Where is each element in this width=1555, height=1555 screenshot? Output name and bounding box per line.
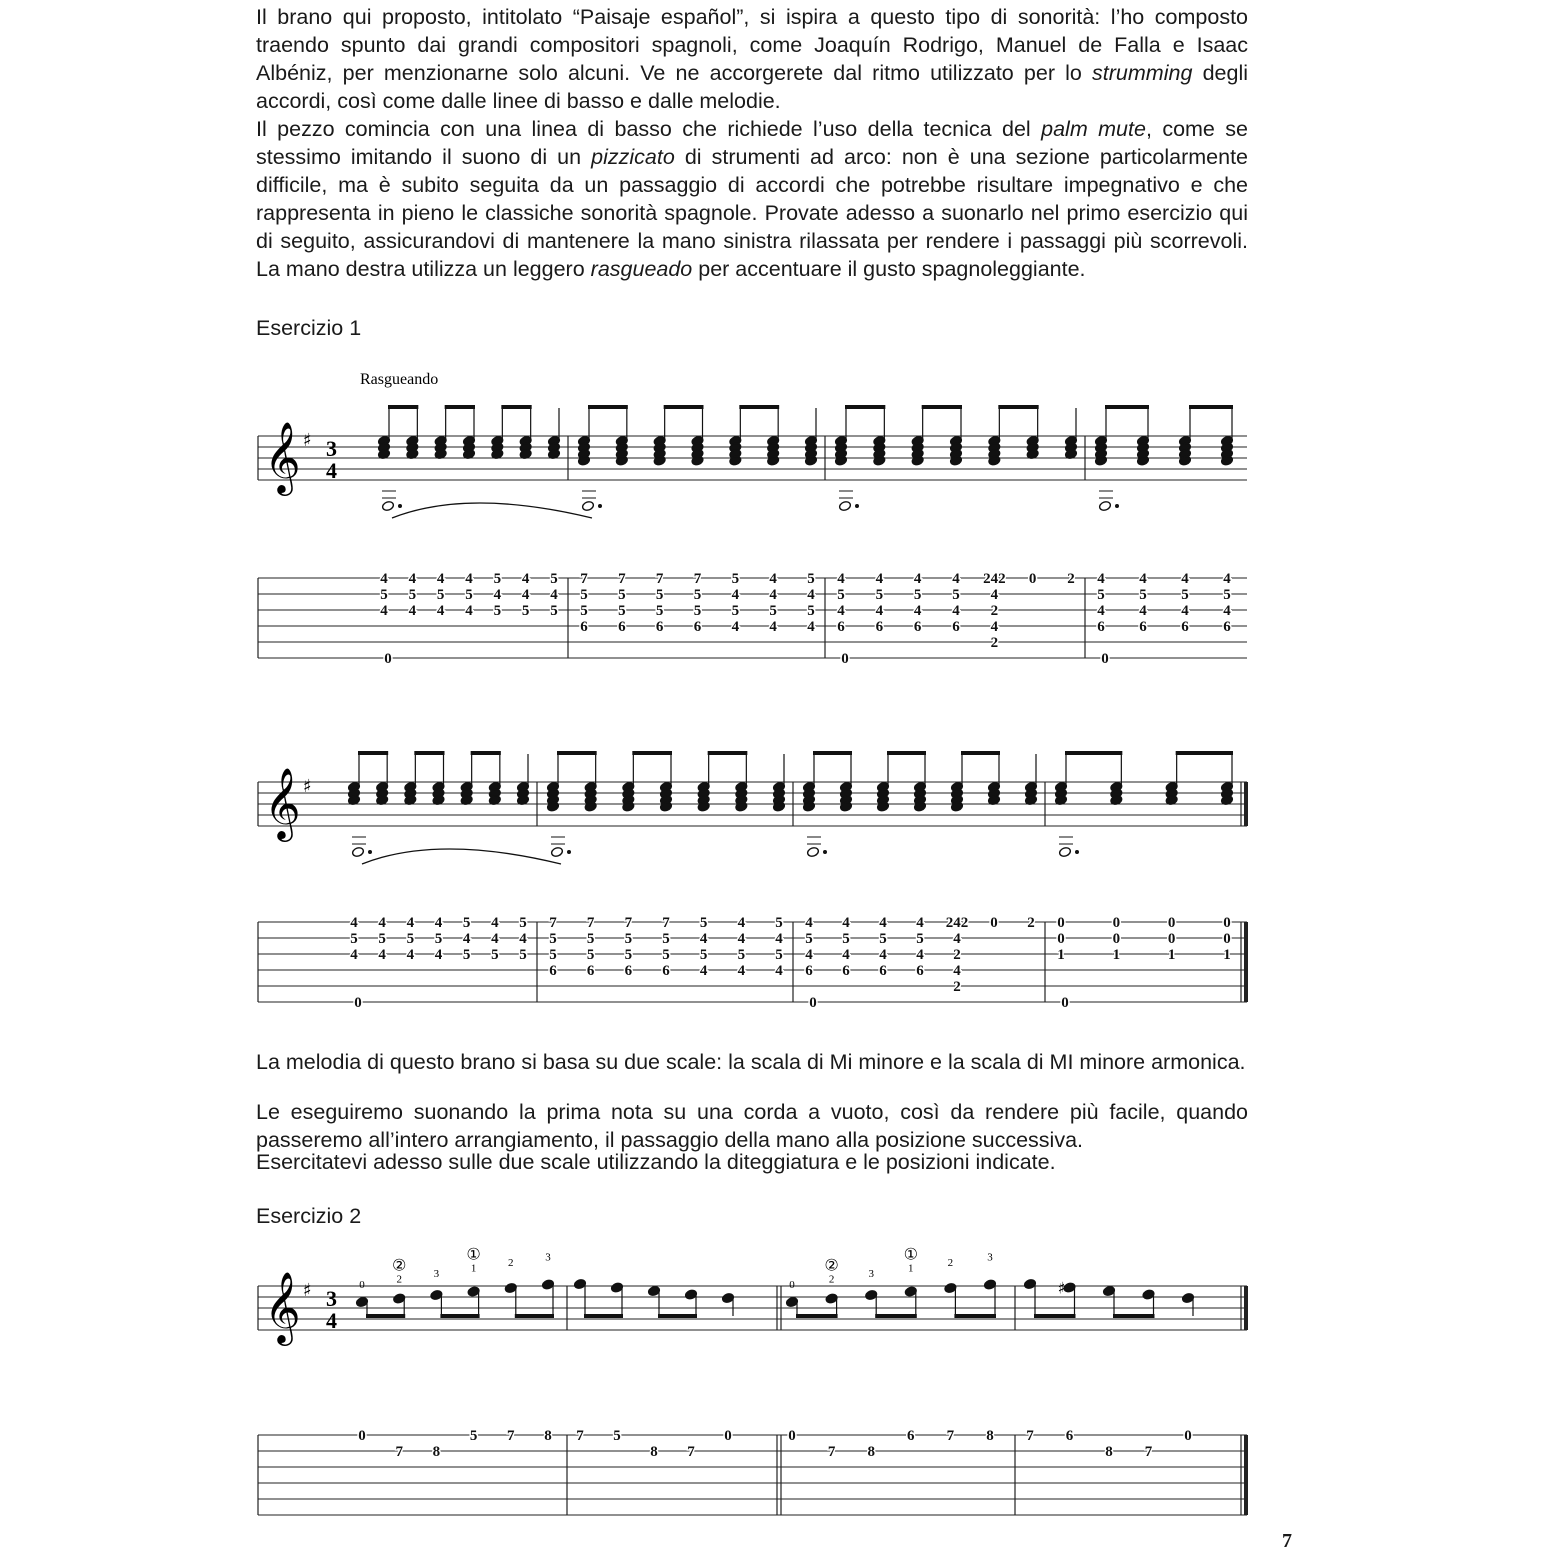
tab-fret-number: 6: [662, 963, 670, 979]
beam: [796, 1314, 838, 1318]
tab-fret-number: 0: [788, 1428, 796, 1444]
text-run: Il pezzo comincia con una linea di basso che richiede l’uso della tecnica del: [256, 117, 1042, 141]
tab-fret-number: 4: [769, 619, 777, 635]
augmentation-dot: [1075, 850, 1079, 854]
tab-fret-number: 5: [805, 931, 813, 947]
tab-fret-number: 4: [952, 571, 960, 587]
half-note-head: [550, 846, 563, 857]
tab-fret-number: 5: [842, 931, 850, 947]
beam: [588, 405, 628, 409]
tab-fret-number: 7: [580, 571, 588, 587]
italic-term: strumming: [1092, 61, 1193, 85]
tab-fret-number: 4: [699, 931, 708, 947]
tab-fret-number: 5: [879, 931, 887, 947]
tab-fret-number: 2: [953, 947, 961, 963]
beam: [961, 751, 1000, 755]
tab-fret-number: 4: [807, 619, 815, 635]
tab-fret-number: 5: [731, 571, 740, 587]
tab-fret-number: 5: [731, 603, 740, 619]
tab-fret-number: 5: [519, 915, 527, 931]
tab-fret-number: 5: [549, 931, 557, 947]
tab-fret-number: 7: [946, 1428, 955, 1444]
tab-fret-number: 0: [1223, 931, 1231, 947]
beam: [664, 405, 704, 409]
text-run: per accentuare il gusto spagnoleggiante.: [692, 257, 1086, 281]
tab-fret-number: 6: [907, 1428, 915, 1444]
tab-fret-number: 1: [1223, 947, 1231, 963]
tab-fret-number: 5: [469, 1428, 478, 1444]
augmentation-dot: [567, 850, 571, 854]
tab-fret-number: 5: [913, 587, 922, 603]
key-signature-sharp: ♯: [303, 1280, 312, 1301]
tab-fret-number: 4: [953, 931, 961, 947]
tab-fret-number: 4: [916, 915, 924, 931]
tab-fret-number: 5: [408, 587, 417, 603]
beam: [584, 1314, 623, 1318]
tab-fret-number: 6: [693, 619, 702, 635]
time-signature-top: 3: [326, 436, 337, 461]
beam: [440, 1314, 479, 1318]
tab-fret-number: 5: [837, 587, 845, 603]
beam: [388, 405, 418, 409]
tab-fret-number: 4: [434, 947, 443, 963]
tab-fret-number: 4: [350, 915, 358, 931]
tab-fret-number: 0: [1057, 931, 1065, 947]
key-signature-sharp: ♯: [303, 776, 312, 797]
tab-fret-number: 8: [986, 1428, 994, 1444]
half-note-head: [838, 500, 851, 511]
tab-fret-number: 5: [916, 931, 924, 947]
tab-fret-number: 4: [913, 571, 922, 587]
tab-fret-number: 0: [990, 915, 998, 931]
tab-fret-number: 4: [769, 587, 777, 603]
tab-fret-number: 8: [1105, 1444, 1113, 1460]
tab-fret-number: 4: [875, 571, 884, 587]
tab-fret-number: 6: [952, 619, 960, 635]
augmentation-dot: [368, 850, 372, 854]
tab-fret-number: 4: [913, 603, 922, 619]
beam: [632, 751, 672, 755]
tab-fret-number: 6: [916, 963, 924, 979]
tab-fret-number: 4: [1139, 571, 1147, 587]
tab-fret-number: 6: [586, 963, 595, 979]
tab-fret-number: 4: [436, 603, 445, 619]
text-run: di strumenti ad arco: non è una sezione particolarmente difficile, ma è subito seguita da un passaggio di accordi che potrebbe risultare impegnativo e che rappresenta in pieno le classiche sonorità spagnole. Provate adesso a suonarlo nel primo esercizio qui di seguito, assicurandovi di mantenere la mano sinistra rilassata per rendere i passaggi più scorrevoli. La mano destra utilizza un leggero: [256, 145, 1248, 281]
italic-term: rasgueado: [590, 257, 693, 281]
fingering-number: 3: [868, 1268, 874, 1280]
tab-fret-number: 0: [1112, 915, 1121, 931]
italic-term: palm mute: [1041, 117, 1146, 141]
tab-fret-number: 7: [693, 571, 702, 587]
exercise-2-heading: Esercizio 2: [256, 1204, 362, 1228]
tab-fret-number: 4: [493, 587, 502, 603]
time-signature-bottom: 4: [326, 1308, 337, 1333]
tab-fret-number: 4: [737, 915, 746, 931]
tab-fret-number: 6: [624, 963, 633, 979]
beam: [557, 751, 597, 755]
fingering-number: 1: [470, 1262, 477, 1275]
tab-fret-number: 5: [465, 587, 473, 603]
tab-fret-number: 5: [775, 947, 783, 963]
tab-fret-number: 4: [916, 947, 924, 963]
tab-fret-number: 2: [1027, 915, 1035, 931]
tab-fret-number: 7: [395, 1444, 403, 1460]
tab-fret-number: 5: [580, 587, 588, 603]
tab-fret-number: 4: [737, 963, 746, 979]
beam: [471, 751, 501, 755]
tab-fret-number: 4: [521, 587, 530, 603]
tab-fret-number: 0: [1167, 915, 1176, 931]
tab-fret-number: 4: [1223, 571, 1231, 587]
sharp-accidental: ♯: [1057, 1278, 1066, 1298]
tab-fret-number: 7: [618, 571, 626, 587]
tab-fret-number: 5: [807, 571, 815, 587]
beam: [1189, 405, 1233, 409]
tab-fret-number: 5: [521, 603, 530, 619]
tab-fret-number: 7: [507, 1428, 515, 1444]
tab-fret-number: 6: [618, 619, 626, 635]
tab-fret-number: 2: [990, 603, 999, 619]
tab-fret-number: 4: [408, 603, 417, 619]
tab-fret-number: 5: [586, 931, 595, 947]
tab-fret-number: 4: [952, 603, 960, 619]
tab-fret-number: 4: [805, 947, 813, 963]
tab-fret-number: 7: [624, 915, 633, 931]
final-barline-thick: [1244, 1286, 1248, 1330]
tab-fret-number: 0: [1223, 915, 1231, 931]
tab-fret-number: 5: [737, 947, 746, 963]
tab-fret-number: 4: [842, 947, 850, 963]
tab-fret-number: 5: [1097, 587, 1105, 603]
beam: [414, 751, 444, 755]
tab-fret-number: 4: [519, 931, 527, 947]
tab-fret-number: 4: [775, 963, 783, 979]
tab-fret-number: 0: [358, 1428, 366, 1444]
tab-fret-number: 5: [693, 587, 702, 603]
tab-fret-number: 4: [491, 931, 499, 947]
tab-fret-number: 5: [613, 1428, 621, 1444]
exercise-1-heading: Esercizio 1: [256, 316, 362, 340]
half-note-head: [1098, 500, 1111, 511]
tab-fret-number: 4: [879, 915, 887, 931]
tab-fret-number: 4: [737, 931, 746, 947]
tab-fret-number: 4: [731, 587, 740, 603]
beam: [887, 751, 926, 755]
tab-fret-number: 5: [493, 571, 502, 587]
tab-fret-number: 5: [462, 915, 471, 931]
fingering-number: 3: [987, 1251, 993, 1264]
beam: [1065, 751, 1122, 755]
tab-fret-number: 5: [462, 947, 471, 963]
tab-fret-number: 8: [544, 1428, 552, 1444]
tab-fret-number: 6: [875, 619, 884, 635]
tab-fret-number: 4: [1181, 571, 1189, 587]
tab-bass-fret: 0: [354, 995, 362, 1011]
tab-fret-number: 6: [913, 619, 922, 635]
tab-fret-number: 4: [378, 947, 386, 963]
augmentation-dot: [598, 504, 602, 508]
tab-fret-number: 4: [837, 571, 845, 587]
tab-fret-number: 4: [879, 947, 887, 963]
tab-fret-number: 7: [662, 915, 670, 931]
tab-fret-number: 5: [624, 947, 633, 963]
tab-fret-number: 0: [1184, 1428, 1192, 1444]
beam: [658, 1314, 697, 1318]
tab-fret-number: 6: [1065, 1428, 1074, 1444]
tab-fret-number: 7: [576, 1428, 584, 1444]
text-run: , come se stessimo imitando il suono di un: [256, 117, 1249, 169]
tab-fret-number: 6: [837, 619, 845, 635]
tab-fret-number: 5: [807, 603, 815, 619]
tab-fret-number: 4: [380, 571, 388, 587]
tab-fret-number: 0: [1167, 931, 1176, 947]
fingering-number: 3: [545, 1251, 551, 1264]
string-number-circle: ①: [466, 1244, 481, 1264]
tab-fret-number: 4: [1097, 571, 1105, 587]
tab-fret-number: 8: [650, 1444, 658, 1460]
tab-fret-number: 5: [875, 587, 884, 603]
tab-fret-number: 1: [1112, 947, 1121, 963]
tab-fret-number: 7: [549, 915, 557, 931]
tab-fret-number: 7: [1026, 1428, 1034, 1444]
tab-fret-number: 4: [378, 915, 386, 931]
tab-fret-number: 6: [580, 619, 588, 635]
string-number-circle: ②: [392, 1255, 407, 1275]
beam: [708, 751, 748, 755]
tab-fret-number: 4: [380, 603, 388, 619]
time-signature-bottom: 4: [326, 458, 337, 483]
key-signature-sharp: ♯: [303, 430, 312, 451]
tab-fret-number: 4: [875, 603, 884, 619]
italic-term: pizzicato: [591, 145, 675, 169]
tab-bass-fret: 0: [809, 995, 817, 1011]
tab-fret-number: 6: [879, 963, 887, 979]
tab-fret-number: 4: [406, 915, 415, 931]
tab-fret-number: 8: [867, 1444, 875, 1460]
tab-fret-number: 0: [724, 1428, 732, 1444]
fingering-number: 2: [396, 1273, 402, 1286]
rasgueando-direction: Rasgueando: [360, 371, 439, 388]
tab-fret-number: 4: [842, 915, 850, 931]
beam: [739, 405, 779, 409]
tab-fret-number: 4: [491, 915, 499, 931]
tab-fret-number: 4: [1139, 603, 1147, 619]
tab-fret-number: 2: [953, 979, 961, 995]
tab-fret-number: 5: [769, 603, 777, 619]
tab-fret-number: 4: [805, 915, 813, 931]
final-barline-thick: [1244, 922, 1248, 1002]
augmentation-dot: [1115, 504, 1119, 508]
beam: [1176, 751, 1233, 755]
tab-fret-number: 4: [699, 963, 708, 979]
tab-fret-number: 4: [436, 571, 445, 587]
treble-clef-icon: 𝄞: [264, 1270, 301, 1343]
text-run: Le eseguiremo suonando la prima nota su una corda a vuoto, così da rendere più facile, quando passeremo all’intero arrangiamento, il passaggio della mano alla posizione successiva.: [256, 1100, 1248, 1152]
tab-fret-number: 6: [1223, 619, 1231, 635]
tab-fret-number: 6: [1181, 619, 1189, 635]
tab-fret-number: 4: [1181, 603, 1189, 619]
tab-fret-number: 7: [687, 1444, 695, 1460]
tab-fret-number: 5: [491, 947, 499, 963]
tab-fret-number: 5: [1181, 587, 1189, 603]
tab-bass-fret: 0: [1061, 995, 1069, 1011]
tab-fret-number: 5: [618, 603, 626, 619]
fingering-number: 0: [789, 1279, 795, 1291]
bass-slur: [392, 503, 592, 518]
tab-fret-number: 5: [586, 947, 595, 963]
fingering-number: 3: [433, 1268, 440, 1280]
fingering-number: 2: [947, 1257, 954, 1269]
beam: [501, 405, 531, 409]
tab-fret-number: 6: [1097, 619, 1105, 635]
tab-fret-number: 7: [1144, 1444, 1153, 1460]
tab-fret-number: 5: [378, 931, 386, 947]
tab-bass-fret: 0: [384, 651, 392, 667]
tab-fret-number: 4: [1223, 603, 1231, 619]
tab-fret-number: 5: [406, 931, 415, 947]
tab-fret-number: 4: [837, 603, 845, 619]
tab-fret-number: 5: [655, 587, 664, 603]
treble-clef-icon: 𝄞: [264, 420, 301, 493]
page-number: 7: [1282, 1530, 1292, 1552]
tab-fret-number: 6: [842, 963, 850, 979]
tab-fret-number: 0: [1057, 915, 1065, 931]
fingering-number: 1: [908, 1262, 914, 1275]
beam: [875, 1314, 917, 1318]
beam: [813, 751, 852, 755]
tab-fret-number: 7: [827, 1444, 836, 1460]
tab-fret-number: 6: [549, 963, 557, 979]
tab-fret-number: 6: [1139, 619, 1147, 635]
tab-fret-number: 4: [465, 603, 473, 619]
tab-fret-number: 5: [1223, 587, 1231, 603]
augmentation-dot: [823, 850, 827, 854]
tab-fret-number: 6: [655, 619, 664, 635]
tab-fret-number: 0: [1112, 931, 1121, 947]
half-note-head: [806, 846, 819, 857]
tab-fret-number: 4: [465, 571, 473, 587]
final-barline-thick: [1244, 1435, 1248, 1515]
tab-fret-number: 4: [434, 915, 443, 931]
tab-fret-number: 5: [775, 915, 783, 931]
tab-fret-number: 4: [462, 931, 471, 947]
tab-fret-number: 4: [1097, 603, 1105, 619]
bass-slur: [362, 849, 561, 864]
text-run: Il brano qui proposto, intitolato “Paisaje español”, si ispira a questo tipo di sonorità: l’ho composto traendo spunto dai grandi compositori spagnoli, come Joaquín Rodrigo, Manuel de Falla e Isaac Albéniz, per menzionarne solo alcuni. Ve ne accorgerete dal ritmo utilizzato per lo: [256, 5, 1248, 85]
beam: [954, 1314, 996, 1318]
tab-fret-number: 4: [550, 587, 558, 603]
tab-fret-number: 5: [436, 587, 445, 603]
tab-fret-number: 6: [805, 963, 813, 979]
tab-fret-number: 5: [549, 947, 557, 963]
tab-fret-number: 5: [380, 587, 388, 603]
tab-fret-number: 5: [699, 947, 708, 963]
tab-fret-number: 1: [1057, 947, 1065, 963]
tab-fret-number: 5: [580, 603, 588, 619]
tab-fret-number: 4: [350, 947, 358, 963]
tab-bass-fret: 0: [841, 651, 849, 667]
tab-fret-number: 4: [990, 619, 999, 635]
fingering-number: 2: [828, 1273, 835, 1286]
tab-fret-number: 4: [408, 571, 417, 587]
beam: [366, 1314, 405, 1318]
text-run: degli accordi, così come dalle linee di basso e dalle melodie.: [256, 61, 1248, 113]
string-number-circle: ①: [903, 1244, 918, 1264]
fingering-number: 0: [359, 1279, 365, 1291]
treble-clef-icon: 𝄞: [264, 766, 301, 839]
tab-fret-number: 0: [1028, 571, 1037, 587]
tab-fret-number: 4: [990, 587, 999, 603]
tab-fret-number: 4: [731, 619, 740, 635]
tab-fret-number: 5: [952, 587, 960, 603]
tab-fret-number: 4: [775, 931, 783, 947]
time-signature-top: 3: [326, 1286, 337, 1311]
final-barline-thick: [1244, 782, 1248, 826]
beam: [515, 1314, 554, 1318]
tab-fret-number: 5: [1139, 587, 1147, 603]
tab-fret-number: 5: [662, 931, 670, 947]
tab-fret-number: 1: [1167, 947, 1176, 963]
beam: [922, 405, 962, 409]
half-note-head: [381, 500, 394, 511]
beam: [1113, 1314, 1155, 1318]
augmentation-dot: [398, 504, 402, 508]
tab-fret-number: 242: [983, 571, 1006, 587]
tab-fret-number: 4: [953, 963, 961, 979]
tab-fret-number: 5: [662, 947, 670, 963]
tab-fret-number: 7: [586, 915, 595, 931]
beam: [998, 405, 1038, 409]
tab-fret-number: 5: [493, 603, 502, 619]
beam: [1105, 405, 1149, 409]
tab-fret-number: 5: [434, 931, 443, 947]
beam: [1034, 1314, 1076, 1318]
string-number-circle: ②: [824, 1255, 839, 1275]
tab-fret-number: 4: [807, 587, 815, 603]
tab-fret-number: 5: [618, 587, 626, 603]
half-note-head: [351, 846, 364, 857]
tab-fret-number: 5: [350, 931, 358, 947]
tab-fret-number: 2: [990, 635, 999, 651]
tab-fret-number: 242: [945, 915, 969, 931]
tab-fret-number: 5: [624, 931, 633, 947]
tab-bass-fret: 0: [1101, 651, 1109, 667]
beam: [845, 405, 885, 409]
tab-fret-number: 5: [550, 571, 558, 587]
tab-fret-number: 4: [521, 571, 530, 587]
text-run: La melodia di questo brano si basa su due scale: la scala di Mi minore e la scala di MI minore armonica.: [256, 1050, 1246, 1074]
tab-fret-number: 8: [432, 1444, 441, 1460]
tab-fret-number: 5: [699, 915, 708, 931]
tab-fret-number: 2: [1067, 571, 1075, 587]
tab-fret-number: 7: [655, 571, 664, 587]
fingering-number: 2: [508, 1257, 514, 1269]
half-note-head: [581, 500, 594, 511]
half-note-head: [1058, 846, 1071, 857]
tab-fret-number: 5: [519, 947, 527, 963]
tab-fret-number: 5: [550, 603, 558, 619]
tab-fret-number: 4: [769, 571, 777, 587]
augmentation-dot: [855, 504, 859, 508]
text-run: Esercitatevi adesso sulle due scale utilizzando la diteggiatura e le posizioni indicate.: [256, 1150, 1056, 1174]
tab-fret-number: 5: [693, 603, 702, 619]
beam: [358, 751, 388, 755]
tab-fret-number: 5: [655, 603, 664, 619]
beam: [445, 405, 475, 409]
tab-fret-number: 4: [406, 947, 415, 963]
